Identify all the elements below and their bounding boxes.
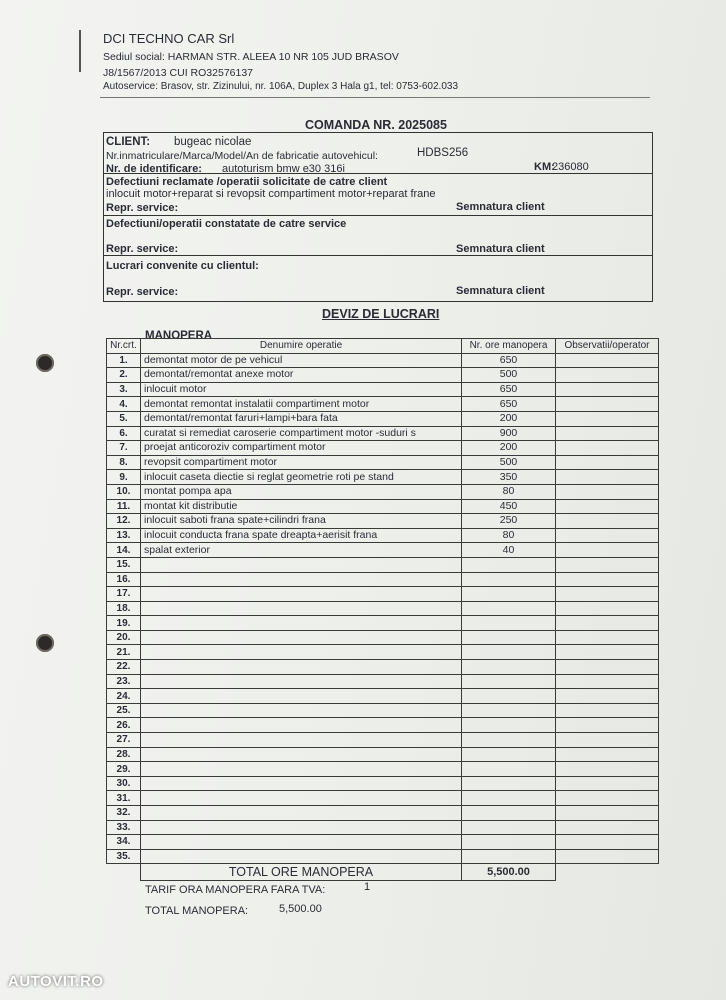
row-operation: demontat motor de pe vehicul bbox=[141, 353, 462, 368]
punch-hole-bottom bbox=[36, 634, 54, 652]
row-observations bbox=[556, 703, 659, 718]
row-number: 16. bbox=[107, 572, 141, 587]
row-hours bbox=[462, 630, 556, 645]
row-number: 18. bbox=[107, 601, 141, 616]
row-hours bbox=[462, 689, 556, 704]
table-row bbox=[107, 601, 659, 616]
row-operation bbox=[141, 689, 462, 704]
row-hours bbox=[462, 791, 556, 806]
row-operation: inlocuit caseta diectie si reglat geometrie roti pe stand bbox=[141, 470, 462, 485]
row-operation bbox=[141, 674, 462, 689]
table-row bbox=[107, 776, 659, 791]
table-row bbox=[107, 703, 659, 718]
row-observations bbox=[556, 616, 659, 631]
row-number: 19. bbox=[107, 616, 141, 631]
row-observations bbox=[556, 426, 659, 441]
row-observations bbox=[556, 747, 659, 762]
total-value: 5,500.00 bbox=[462, 864, 556, 881]
row-operation: inlocuit motor bbox=[141, 382, 462, 397]
row-number: 33. bbox=[107, 820, 141, 835]
row-number: 29. bbox=[107, 762, 141, 777]
rep-service-1: Repr. service: bbox=[106, 202, 179, 214]
table-header-row bbox=[107, 339, 659, 354]
row-operation bbox=[141, 747, 462, 762]
table-row bbox=[107, 616, 659, 631]
row-number: 5. bbox=[107, 411, 141, 426]
row-number: 1. bbox=[107, 353, 141, 368]
row-hours: 80 bbox=[462, 484, 556, 499]
row-operation: proejat anticoroziv compartiment motor bbox=[141, 441, 462, 456]
row-number: 24. bbox=[107, 689, 141, 704]
total-manopera-label: TOTAL MANOPERA: bbox=[145, 905, 249, 917]
table-row bbox=[107, 411, 659, 426]
row-observations bbox=[556, 820, 659, 835]
rate-value: 1 bbox=[364, 881, 371, 893]
row-hours: 350 bbox=[462, 470, 556, 485]
reported-text: inlocuit motor+reparat si revopsit compartiment motor+reparat frane bbox=[106, 188, 436, 200]
table-row bbox=[107, 528, 659, 543]
row-operation bbox=[141, 630, 462, 645]
row-operation bbox=[141, 776, 462, 791]
row-hours bbox=[462, 674, 556, 689]
row-hours bbox=[462, 733, 556, 748]
row-observations bbox=[556, 441, 659, 456]
row-hours bbox=[462, 718, 556, 733]
row-observations bbox=[556, 660, 659, 675]
watermark-logo: AUTOVIT.RO bbox=[8, 973, 104, 990]
row-hours: 250 bbox=[462, 514, 556, 529]
row-operation bbox=[141, 645, 462, 660]
row-operation: demontat remontat instalatii compartiment motor bbox=[141, 397, 462, 412]
km-label: KM: bbox=[534, 161, 555, 173]
row-operation bbox=[141, 820, 462, 835]
col-operation-header: Denumire operatie bbox=[141, 339, 462, 354]
row-observations bbox=[556, 835, 659, 850]
row-number: 21. bbox=[107, 645, 141, 660]
row-observations bbox=[556, 514, 659, 529]
table-row bbox=[107, 382, 659, 397]
row-hours: 500 bbox=[462, 368, 556, 383]
row-number: 14. bbox=[107, 543, 141, 558]
plate-number: HDBS256 bbox=[417, 147, 469, 159]
row-observations bbox=[556, 572, 659, 587]
client-name: bugeac nicolae bbox=[174, 136, 252, 148]
row-hours: 650 bbox=[462, 353, 556, 368]
row-operation bbox=[141, 762, 462, 777]
row-hours: 40 bbox=[462, 543, 556, 558]
row-hours bbox=[462, 762, 556, 777]
row-number: 25. bbox=[107, 703, 141, 718]
total-label: TOTAL ORE MANOPERA bbox=[141, 864, 462, 881]
row-observations bbox=[556, 601, 659, 616]
row-number: 13. bbox=[107, 528, 141, 543]
row-observations bbox=[556, 762, 659, 777]
table-row bbox=[107, 689, 659, 704]
row-hours: 900 bbox=[462, 426, 556, 441]
row-observations bbox=[556, 630, 659, 645]
row-observations bbox=[556, 382, 659, 397]
row-observations bbox=[556, 806, 659, 821]
order-title: COMANDA NR. 2025085 bbox=[305, 118, 447, 132]
table-row bbox=[107, 806, 659, 821]
table-row bbox=[107, 426, 659, 441]
row-number: 31. bbox=[107, 791, 141, 806]
row-number: 17. bbox=[107, 587, 141, 602]
found-label: Defectiuni/operatii constatate de catre service bbox=[106, 218, 347, 230]
row-number: 15. bbox=[107, 557, 141, 572]
row-operation bbox=[141, 601, 462, 616]
row-hours: 650 bbox=[462, 382, 556, 397]
table-row bbox=[107, 791, 659, 806]
row-hours bbox=[462, 820, 556, 835]
row-operation: spalat exterior bbox=[141, 543, 462, 558]
row-number: 30. bbox=[107, 776, 141, 791]
col-observations-header: Observatii/operator bbox=[556, 339, 659, 354]
col-hours-header: Nr. ore manopera bbox=[462, 339, 556, 354]
header-divider bbox=[100, 97, 650, 98]
row-operation bbox=[141, 587, 462, 602]
row-number: 26. bbox=[107, 718, 141, 733]
row-observations bbox=[556, 353, 659, 368]
row-hours bbox=[462, 776, 556, 791]
signature-1: Semnatura client bbox=[456, 201, 545, 213]
row-operation: demontat/remontat faruri+lampi+bara fata bbox=[141, 411, 462, 426]
table-row bbox=[107, 441, 659, 456]
table-row bbox=[107, 733, 659, 748]
table-row bbox=[107, 557, 659, 572]
row-observations bbox=[556, 689, 659, 704]
row-operation bbox=[141, 718, 462, 733]
row-observations bbox=[556, 733, 659, 748]
row-observations bbox=[556, 528, 659, 543]
table-row bbox=[107, 747, 659, 762]
row-observations bbox=[556, 587, 659, 602]
table-row bbox=[107, 353, 659, 368]
row-operation: curatat si remediat caroserie compartiment motor -suduri s bbox=[141, 426, 462, 441]
row-hours bbox=[462, 601, 556, 616]
row-observations bbox=[556, 557, 659, 572]
row-operation bbox=[141, 572, 462, 587]
table-row bbox=[107, 762, 659, 777]
table-row bbox=[107, 572, 659, 587]
company-name: DCI TECHNO CAR Srl bbox=[103, 31, 235, 46]
rate-label: TARIF ORA MANOPERA FARA TVA: bbox=[145, 884, 326, 896]
deviz-title: DEVIZ DE LUCRARI bbox=[322, 307, 440, 321]
row-hours bbox=[462, 587, 556, 602]
row-number: 2. bbox=[107, 368, 141, 383]
row-number: 4. bbox=[107, 397, 141, 412]
table-row bbox=[107, 499, 659, 514]
row-hours: 500 bbox=[462, 455, 556, 470]
row-operation bbox=[141, 733, 462, 748]
col-nr-header: Nr.crt. bbox=[107, 339, 141, 354]
operations-table bbox=[106, 338, 659, 881]
table-row bbox=[107, 630, 659, 645]
company-seat: Sediul social: HARMAN STR. ALEEA 10 NR 105 JUD BRASOV bbox=[103, 51, 399, 63]
row-number: 27. bbox=[107, 733, 141, 748]
row-number: 23. bbox=[107, 674, 141, 689]
row-observations bbox=[556, 368, 659, 383]
row-hours bbox=[462, 616, 556, 631]
row-hours: 80 bbox=[462, 528, 556, 543]
row-number: 12. bbox=[107, 514, 141, 529]
row-observations bbox=[556, 849, 659, 864]
row-observations bbox=[556, 718, 659, 733]
row-number: 7. bbox=[107, 441, 141, 456]
row-observations bbox=[556, 397, 659, 412]
row-hours: 650 bbox=[462, 397, 556, 412]
id-label: Nr. de identificare: bbox=[106, 163, 202, 175]
row-operation bbox=[141, 616, 462, 631]
row-operation: inlocuit saboti frana spate+cilindri frana bbox=[141, 514, 462, 529]
client-label: CLIENT: bbox=[106, 136, 151, 148]
manopera-label: MANOPERA bbox=[145, 330, 213, 342]
reported-label: Defectiuni reclamate /operatii solicitate de catre client bbox=[106, 176, 388, 188]
vehicle-reg-label: Nr.inmatriculare/Marca/Model/An de fabricatie autovehicul: bbox=[106, 150, 378, 162]
row-hours bbox=[462, 645, 556, 660]
row-operation: montat kit distributie bbox=[141, 499, 462, 514]
row-number: 28. bbox=[107, 747, 141, 762]
row-operation bbox=[141, 806, 462, 821]
row-observations bbox=[556, 791, 659, 806]
table-row bbox=[107, 674, 659, 689]
row-hours bbox=[462, 572, 556, 587]
table-row bbox=[107, 587, 659, 602]
row-operation bbox=[141, 835, 462, 850]
table-row bbox=[107, 368, 659, 383]
row-observations bbox=[556, 484, 659, 499]
row-hours: 200 bbox=[462, 441, 556, 456]
table-row bbox=[107, 543, 659, 558]
row-number: 6. bbox=[107, 426, 141, 441]
row-observations bbox=[556, 674, 659, 689]
company-registration: J8/1567/2013 CUI RO32576137 bbox=[103, 67, 254, 79]
row-number: 10. bbox=[107, 484, 141, 499]
row-hours bbox=[462, 849, 556, 864]
row-operation: montat pompa apa bbox=[141, 484, 462, 499]
row-operation: inlocuit conducta frana spate dreapta+aerisit frana bbox=[141, 528, 462, 543]
company-service-address: Autoservice: Brasov, str. Zizinului, nr. 106A, Duplex 3 Hala g1, tel: 0753-602.033 bbox=[103, 81, 459, 92]
row-number: 22. bbox=[107, 660, 141, 675]
km-value: 236080 bbox=[552, 161, 589, 173]
row-hours bbox=[462, 806, 556, 821]
row-number: 35. bbox=[107, 849, 141, 864]
table-row bbox=[107, 455, 659, 470]
client-box bbox=[103, 132, 653, 302]
vehicle-model: autoturism bmw e30 316i bbox=[222, 163, 345, 175]
table-row bbox=[107, 660, 659, 675]
table-row bbox=[107, 849, 659, 864]
signature-2: Semnatura client bbox=[456, 243, 545, 255]
punch-hole-top bbox=[36, 354, 54, 372]
row-operation bbox=[141, 791, 462, 806]
row-number: 32. bbox=[107, 806, 141, 821]
row-operation bbox=[141, 703, 462, 718]
signature-3: Semnatura client bbox=[456, 285, 545, 297]
row-number: 11. bbox=[107, 499, 141, 514]
table-row bbox=[107, 820, 659, 835]
row-observations bbox=[556, 543, 659, 558]
row-number: 3. bbox=[107, 382, 141, 397]
row-operation: revopsit compartiment motor bbox=[141, 455, 462, 470]
table-row bbox=[107, 484, 659, 499]
row-observations bbox=[556, 470, 659, 485]
row-number: 34. bbox=[107, 835, 141, 850]
table-row bbox=[107, 835, 659, 850]
row-hours bbox=[462, 747, 556, 762]
row-number: 9. bbox=[107, 470, 141, 485]
table-row bbox=[107, 645, 659, 660]
row-hours bbox=[462, 557, 556, 572]
row-observations bbox=[556, 645, 659, 660]
row-hours bbox=[462, 703, 556, 718]
margin-mark bbox=[79, 30, 81, 72]
total-manopera-value: 5,500.00 bbox=[279, 903, 322, 915]
row-number: 8. bbox=[107, 455, 141, 470]
table-row bbox=[107, 397, 659, 412]
rep-service-2: Repr. service: bbox=[106, 243, 179, 255]
agreed-label: Lucrari convenite cu clientul: bbox=[106, 260, 259, 272]
rep-service-3: Repr. service: bbox=[106, 286, 179, 298]
row-hours: 200 bbox=[462, 411, 556, 426]
table-row bbox=[107, 470, 659, 485]
row-hours bbox=[462, 835, 556, 850]
row-observations bbox=[556, 455, 659, 470]
total-row bbox=[107, 864, 659, 881]
row-observations bbox=[556, 411, 659, 426]
row-hours bbox=[462, 660, 556, 675]
row-observations bbox=[556, 776, 659, 791]
row-number: 20. bbox=[107, 630, 141, 645]
row-observations bbox=[556, 499, 659, 514]
table-row bbox=[107, 718, 659, 733]
row-hours: 450 bbox=[462, 499, 556, 514]
row-operation: demontat/remontat anexe motor bbox=[141, 368, 462, 383]
row-operation bbox=[141, 660, 462, 675]
table-row bbox=[107, 514, 659, 529]
row-operation bbox=[141, 849, 462, 864]
row-operation bbox=[141, 557, 462, 572]
